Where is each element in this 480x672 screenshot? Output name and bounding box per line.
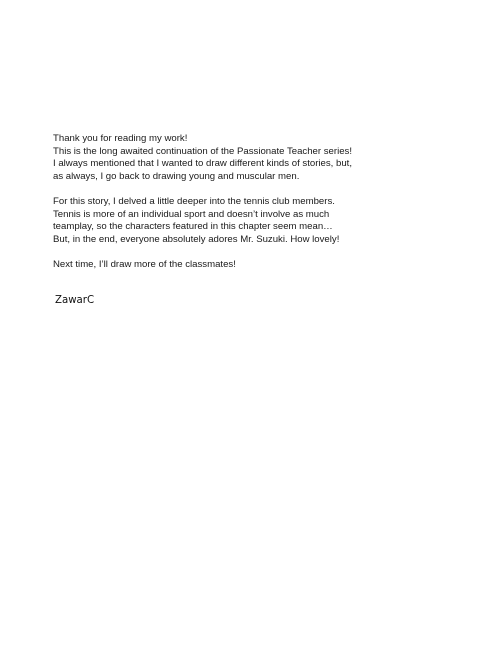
text-line: teamplay, so the characters featured in this chapter seem mean… <box>53 221 333 233</box>
paragraph-next-time <box>53 259 453 272</box>
author-signature: ZawarC <box>55 295 95 306</box>
paragraph-story-notes <box>53 196 453 246</box>
text-line: Next time, I’ll draw more of the classmates! <box>53 258 236 270</box>
text-line: Tennis is more of an individual sport and doesn’t involve as much <box>53 208 330 220</box>
text-line: I always mentioned that I wanted to draw different kinds of stories, but, <box>53 158 352 170</box>
afterword-text <box>53 133 453 284</box>
text-line: as always, I go back to drawing young and muscular men. <box>53 170 300 182</box>
text-line: Thank you for reading my work! <box>53 133 188 144</box>
text-line: But, in the end, everyone absolutely adores Mr. Suzuki. How lovely! <box>53 233 340 245</box>
paragraph-thanks <box>53 133 453 183</box>
text-line: This is the long awaited continuation of the Passionate Teacher series! <box>53 145 353 157</box>
text-line: For this story, I delved a little deeper into the tennis club members. <box>53 195 335 207</box>
